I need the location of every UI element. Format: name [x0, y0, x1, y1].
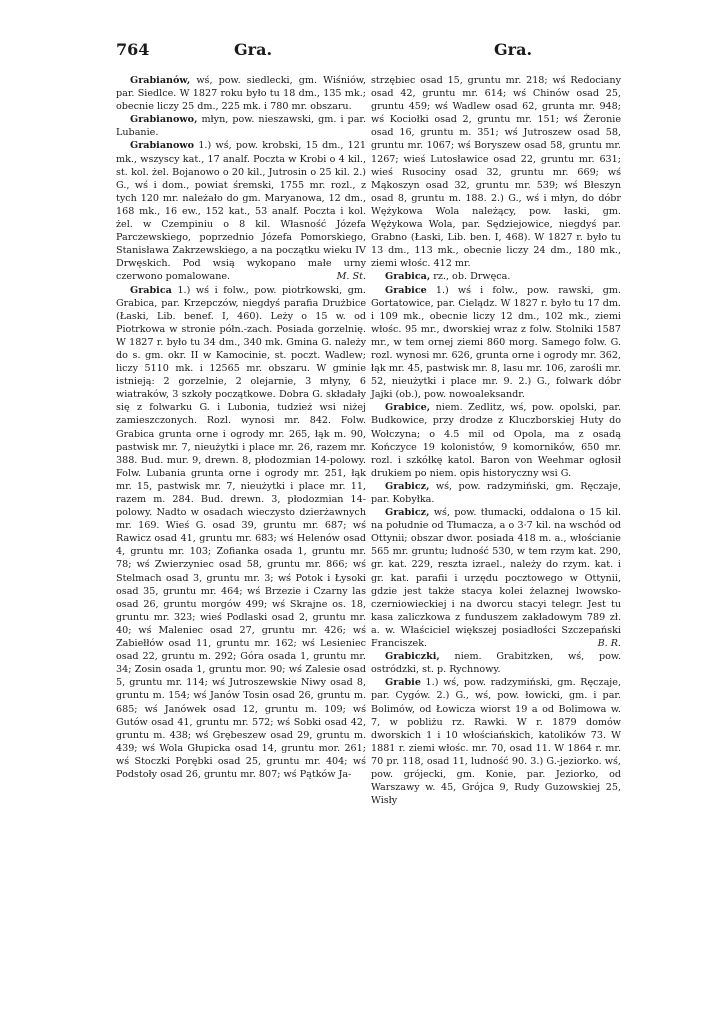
entry-headword: Grabice, [385, 402, 431, 414]
dictionary-entry [371, 270, 621, 283]
entry-text: wś, pow. siedlecki, gm. Wiśniów, par. Siedlce. W 1827 roku było tu 18 dm., 135 mk.; obecnie liczy 25 dm., 225 mk. i 780 mr. obszaru. [116, 75, 366, 113]
dictionary-entry [116, 113, 366, 139]
dictionary-entry [116, 139, 366, 283]
entry-text: rz., ob. Drwęca. [430, 271, 511, 283]
dictionary-entry [116, 74, 366, 113]
entry-headword: Grabianowo, [130, 114, 198, 126]
entry-headword: Grabiczki, [385, 651, 440, 663]
right-column [371, 74, 621, 807]
entry-text: 1.) wś i folw., pow. piotrkowski, gm. Grabica, par. Krzepczów, niegdyś parafia Drużbice (Łaski, Lib. benef. I, 460). Leży o 15 w. od Piotrkowa w stronie półn.-zach. Posiada gorzelnię. W 1827 r. było tu 34 dm., 340 mk. Gmina G. należy do s. gm. okr. II w Kamocinie, st. poczt. Wadlew; liczy 5110 mk. i 12565 mr. obszaru. W gminie istnieją: 2 gorzelnie, 2 olejarnie, 3 młyny, 6 wiatraków, 3 szkoły początkowe. Dobra G. składały się z folwarku G. i Lubonia, tudzież wsi niżej zamieszczonych. Rozl. wynosi mr. 842. Folw. Grabica grunta orne i ogrody mr. 265, łąk m. 90, pastwisk mr. 7, nieużytki i place mr. 26, razem mr. 388. Bud. mur. 9, drewn. 8, płodozmian 14-polowy. Folw. Lubania grunta orne i ogrody mr. 251, łąk mr. 15, pastwisk mr. 7, nieużytki i place mr. 11, razem m. 284. Bud. drewn. 3, płodozmian 14-polowy. Nadto w osadach wieczysto dzierżawnych mr. 169. Wieś G. osad 39, gruntu mr. 687; wś Rawicz osad 41, gruntu mr. 683; wś Helenów osad 4, gruntu mr. 103; Zofianka osada 1, gruntu mr. 78; wś Zwierzyniec osad 58, gruntu mr. 866; wś Stelmach osad 3, gruntu mr. 3; wś Potok i Łysoki osad 35, gruntu mr. 464; wś Brzezie i Czarny las osad 26, gruntu morgów 499; wś Skrajne os. 18, gruntu mr. 323; wieś Podlaski osad 2, gruntu mr. 40; wś Maleniec osad 27, gruntu mr. 426; wś Zabiełłów osad 11, gruntu mr. 162; wś Lesieniec osad 22, gruntu m. 292; Góra osada 1, gruntu mr. 34; Zosin osada 1, gruntu mor. 90; wś Zalesie osad 5, gruntu mr. 114; wś Jutroszewskie Niwy osad 8, gruntu m. 154; wś Janów Tosin osad 26, gruntu m. 685; wś Janówek osad 12, gruntu m. 109; wś Gutów osad 41, gruntu mr. 572; wś Sobki osad 42, gruntu m. 438; wś Grębeszew osad 29, gruntu m. 439; wś Wola Głupicka osad 14, gruntu mor. 261; wś Stoczki Porębki osad 25, gruntu mr. 404; wś Podstoły osad 26, gruntu mr. 807; wś Pątków Ja- [116, 284, 366, 780]
entry-headword: Grabicz, [385, 480, 430, 492]
running-head-right: Gra. [494, 40, 533, 59]
dictionary-entry [371, 650, 621, 676]
entry-text: niem. Zedlitz, wś, pow. opolski, par. Budkowice, przy drodze z Kluczborskiej Huty do Wołczyna; o 4.5 mil od Opola, ma z osadą Kończyce 19 kolonistów, 9 komorników, 650 mr. rozl. i szkółkę katol. Baron von Weehmar ogłosił drukiem po niem. opis historyczny wsi G. [371, 402, 621, 479]
entry-text: wś, pow. radzymiński, gm. Ręczaje, par. Kobyłka. [371, 480, 621, 505]
dictionary-entry [371, 676, 621, 807]
entry-headword: Grabianów, [130, 75, 191, 86]
page-number: 764 [116, 40, 150, 59]
dictionary-entry [371, 284, 621, 402]
entry-text: 1.) wś, pow. radzymiński, gm. Ręczaje, par. Cygów. 2.) G., wś, pow. łowicki, gm. i par. Bolimów, od Łowicza wiorst 19 a od Bolimowa w. 7, w pobliżu rz. Rawki. W r. 1879 domów dworskich 1 i 10 włościańskich, katolików 73. W 1881 r. ziemi włośc. mr. 70, osad 11. W 1864 r. mr. 70 pr. 118, osad 11, ludność 90. 3.) G.-jeziorko. wś, pow. grójecki, gm. Konie, par. Jeziorko, od Warszawy w. 45, Grójca 9, Rudy Guzowskiej 25, Wisły [371, 677, 621, 807]
entry-text: strzębiec osad 15, gruntu mr. 218; wś Redociany osad 42, gruntu mr. 614; wś Chinów osad 25, gruntu 459; wś Wadlew osad 62, grunta mr. 948; wś Kociołki osad 2, gruntu mr. 151; wś Żeronie osad 16, gruntu m. 351; wś Jutroszew osad 58, gruntu mr. 1067; wś Boryszew osad 58, gruntu mr. 1267; wieś Lutosławice osad 22, gruntu mr. 631; wieś Rusociny osad 32, gruntu mr. 669; wś Mąkoszyn osad 32, gruntu mr. 539; wś Błeszyn osad 8, gruntu m. 188. 2.) G., wś i młyn, do dóbr Wężykowa Wola należący, pow. łaski, gm. Wężykowa Wola, par. Sędziejowice, niegdyś par. Grabno (Łaski, Lib. ben. I, 468). W 1827 r. było tu 13 dm., 113 mk., obecnie liczy 24 dm., 180 mk., ziemi włośc. 412 mr. [371, 75, 621, 270]
entry-text: wś, pow. tłumacki, oddalona o 15 kil. na południe od Tłumacza, a o 3·7 kil. na wschód od Ottynii; obszar dwor. posiada 418 m. a., włościanie 565 mr. gruntu; ludność 530, w tem rzym kat. 290, gr. kat. 229, reszta izrael., należy do rzym. kat. i gr. kat. parafii i urzędu pocztowego w Ottynii, gdzie jest także stacya kolei żelaznej lwowsko-czerniowieckiej i na dworcu stacyi telegr. Jest tu kasa zaliczkowa z funduszem zakładowym 789 zł. a. w. Właściciel większej posiadłości Szczepański Franciszek. [371, 507, 621, 650]
entry-headword: Grabice [385, 284, 427, 296]
entry-headword: Grabie [385, 677, 421, 689]
author-signature: M. St. [336, 271, 366, 283]
left-column [116, 74, 366, 781]
dictionary-entry [371, 74, 621, 270]
dictionary-entry [371, 480, 621, 506]
dictionary-entry [371, 401, 621, 480]
entry-text: niem. Grabitzken, wś, pow. ostródzki, st. p. Rychnowy. [371, 651, 621, 676]
author-signature: B. R. [597, 638, 621, 650]
running-head-left: Gra. [234, 40, 273, 59]
entry-headword: Grabianowo [130, 140, 195, 152]
entry-headword: Grabica [130, 284, 172, 296]
entry-text: 1.) wś, pow. krobski, 15 dm., 121 mk., wszyscy kat., 17 analf. Poczta w Krobi o 4 kil., st. kol. żel. Bojanowo o 20 kil., Jutrosin o 25 kil. 2.) G., wś i dom., powiat śremski, 1755 mr. rozl., z tych 120 mr. należało do gm. Maryanowa, 12 dm., 168 mk., 16 ew., 152 kat., 53 analf. Poczta i kol. żel. w Czempiniu o 8 kil. Własność Józefa Parczewskiego, poprzednio Józefa Pomorskiego, Stanisława Zakrzewskiego, a na początku wieku IV Drwęskich. Pod wsią wykopano małe urny czerwono pomalowane. [116, 140, 366, 283]
entry-headword: Grabica, [385, 271, 431, 283]
dictionary-entry [116, 284, 366, 782]
dictionary-entry [371, 506, 621, 650]
entry-text: 1.) wś i folw., pow. rawski, gm. Gortatowice, par. Cielądz. W 1827 r. było tu 17 dm. i 109 mk., obecnie liczy 12 dm., 102 mk., ziemi włośc. 95 mr., dworskiej wraz z folw. Stolniki 1587 mr., w tem ornej ziemi 860 morg. Samego folw. G. rozl. wynosi mr. 626, grunta orne i ogrody mr. 362, łąk mr. 45, pastwisk mr. 8, lasu mr. 106, zarośli mr. 52, nieużytki i place mr. 9. 2.) G., folwark dóbr Jajki (ob.), pow. nowoaleksandr. [371, 284, 621, 401]
page-header [116, 40, 616, 64]
entry-text: młyn, pow. nieszawski, gm. i par. Lubanie. [116, 114, 366, 139]
entry-headword: Grabicz, [385, 507, 430, 519]
